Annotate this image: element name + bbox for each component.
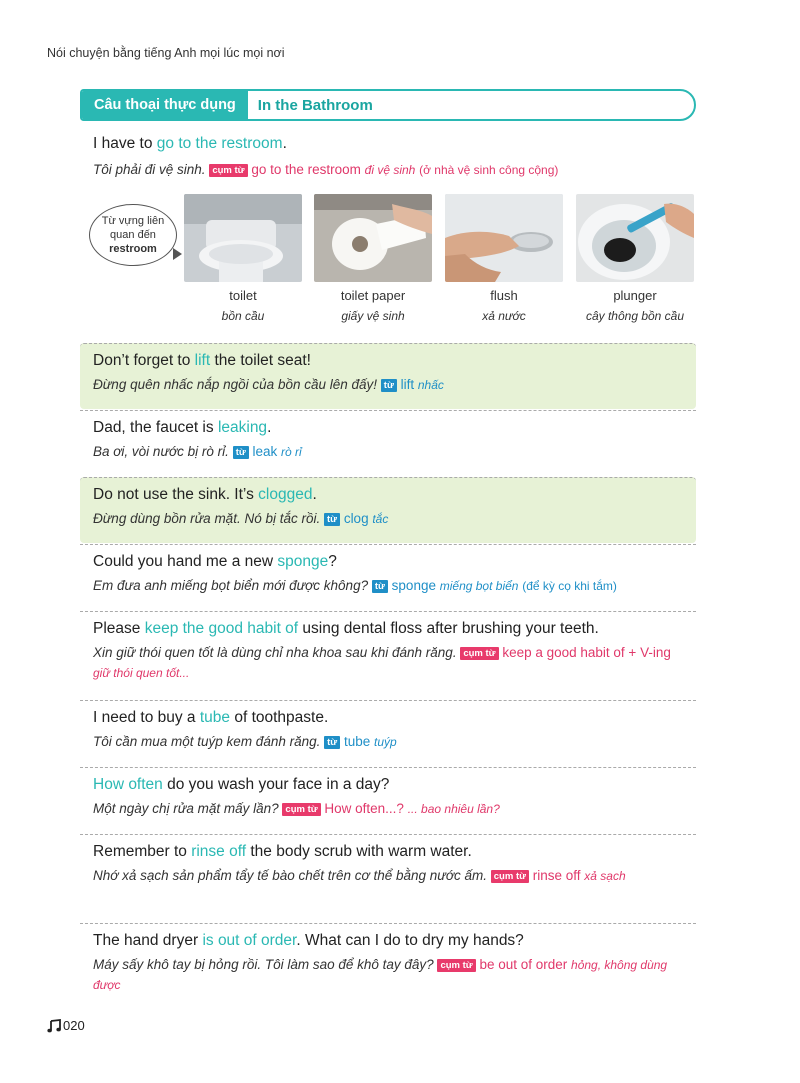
english-sentence xyxy=(93,931,683,951)
phrase-paren-note: (ở nhà vệ sinh công cộng) xyxy=(419,163,559,177)
english-text-end: . xyxy=(267,419,272,436)
english-sentence xyxy=(93,708,683,728)
word-note: leak xyxy=(252,444,278,459)
english-text: Don’t forget to xyxy=(93,352,195,369)
vietnamese-text: Tôi phải đi vệ sinh. xyxy=(93,162,206,177)
vietnamese-text: Đừng quên nhấc nắp ngồi của bồn cầu lên đấy! xyxy=(93,377,378,392)
phrase-note: How often...? xyxy=(324,801,404,816)
phrase-note: be out of order xyxy=(479,957,568,972)
vocab-en-toilet-paper: toilet paper xyxy=(340,288,406,303)
section-label: Câu thoại thực dụng xyxy=(82,91,248,119)
english-text-end: ? xyxy=(328,553,337,570)
vocab-en-plunger: plunger xyxy=(613,288,657,303)
english-sentence xyxy=(93,351,683,371)
highlighted-phrase: clogged xyxy=(258,486,313,503)
word-tag: từ xyxy=(324,513,340,526)
sentence-item xyxy=(80,410,696,476)
english-sentence xyxy=(93,485,683,505)
first-sentence-block xyxy=(93,134,703,180)
english-text-end: . xyxy=(282,135,287,152)
vietnamese-translation xyxy=(93,509,683,529)
phrase-tag: cụm từ xyxy=(282,803,320,816)
vietnamese-text: Máy sấy khô tay bị hỏng rồi. Tôi làm sao để khô tay đây? xyxy=(93,957,434,972)
word-note: sponge xyxy=(391,578,436,593)
vocabulary-row xyxy=(83,192,698,332)
english-sentence xyxy=(93,619,683,639)
vietnamese-text: Đừng dùng bồn rửa mặt. Nó bị tắc rồi. xyxy=(93,511,321,526)
vietnamese-translation xyxy=(93,799,683,819)
topic-title: In the Bathroom xyxy=(257,96,373,114)
vietnamese-text: Nhớ xả sạch sản phẩm tẩy tế bào chết trên cơ thể bằng nước ấm. xyxy=(93,868,487,883)
highlighted-phrase: lift xyxy=(194,352,211,369)
running-head: Nói chuyện bằng tiếng Anh mọi lúc mọi nơi xyxy=(47,46,285,60)
highlighted-phrase: keep the good habit of xyxy=(144,620,299,637)
section-title-bar xyxy=(80,89,696,121)
toilet-paper-photo xyxy=(314,194,432,282)
word-note: clog xyxy=(343,511,369,526)
phrase-note: keep a good habit of + V-ing xyxy=(502,645,671,660)
vietnamese-translation xyxy=(93,866,683,886)
highlighted-phrase: rinse off xyxy=(191,843,247,860)
sentence-item xyxy=(80,767,696,833)
highlighted-phrase: is out of order xyxy=(202,932,297,949)
phrase-tag: cụm từ xyxy=(491,870,529,883)
highlighted-phrase: How often xyxy=(93,776,163,793)
page-number xyxy=(47,1018,85,1033)
word-note: lift xyxy=(400,377,415,392)
phrase-note: rinse off xyxy=(532,868,581,883)
english-text: I need to buy a xyxy=(93,709,200,726)
speech-bubble xyxy=(89,204,177,266)
vietnamese-text: Em đưa anh miếng bọt biển mới được không? xyxy=(93,578,369,593)
english-text-end: do you wash your face in a day? xyxy=(162,776,390,793)
sentence-item xyxy=(80,923,696,1003)
phrase-tag: cụm từ xyxy=(209,164,247,177)
english-text-end: the toilet seat! xyxy=(210,352,311,369)
word-meaning: tắc xyxy=(372,512,389,526)
phrase-note: go to the restroom xyxy=(251,162,361,177)
english-text-end: . What can I do to dry my hands? xyxy=(296,932,524,949)
phrase-meaning: ... bao nhiêu lần? xyxy=(407,802,500,816)
word-meaning: nhấc xyxy=(417,378,444,392)
word-meaning: rò rỉ xyxy=(281,445,302,459)
phrase-meaning: giữ thói quen tốt... xyxy=(93,666,190,680)
sentence-item xyxy=(80,343,696,409)
english-text: I have to xyxy=(93,135,157,152)
audio-track-icon xyxy=(47,1019,61,1033)
english-sentence xyxy=(93,842,683,862)
highlighted-phrase: go to the restroom xyxy=(156,135,283,152)
english-text: Remember to xyxy=(93,843,192,860)
english-text: Please xyxy=(93,620,145,637)
word-meaning: miếng bọt biển xyxy=(439,579,519,593)
plunger-photo xyxy=(576,194,694,282)
vietnamese-text: Xin giữ thói quen tốt là dùng chỉ nha khoa sau khi đánh răng. xyxy=(93,645,457,660)
vietnamese-text: Tôi cần mua một tuýp kem đánh răng. xyxy=(93,734,321,749)
vietnamese-text: Một ngày chị rửa mặt mấy lần? xyxy=(93,801,279,816)
english-sentence xyxy=(93,552,683,572)
english-text-end: . xyxy=(312,486,317,503)
phrase-tag: cụm từ xyxy=(437,959,475,972)
vietnamese-text: Ba ơi, vòi nước bị rò rỉ. xyxy=(93,444,229,459)
sentence-item xyxy=(80,700,696,766)
sentence-item xyxy=(80,834,696,922)
highlighted-phrase: leaking xyxy=(217,419,268,436)
phrase-tag: cụm từ xyxy=(460,647,498,660)
word-note: tube xyxy=(343,734,371,749)
vietnamese-translation xyxy=(93,955,683,995)
english-text-end: using dental floss after brushing your teeth. xyxy=(298,620,599,637)
english-text: Do not use the sink. It’s xyxy=(93,486,259,503)
english-sentence xyxy=(93,134,703,154)
word-meaning: tuýp xyxy=(374,735,397,749)
english-text: Dad, the faucet is xyxy=(93,419,218,436)
vietnamese-translation xyxy=(93,375,683,395)
vocab-en-toilet: toilet xyxy=(229,288,257,303)
word-paren-note: (để kỳ cọ khi tắm) xyxy=(522,579,617,593)
word-tag: từ xyxy=(233,446,249,459)
toilet-photo xyxy=(184,194,302,282)
phrase-meaning: đi vệ sinh xyxy=(364,163,416,177)
bubble-tail xyxy=(173,248,182,260)
sentence-item xyxy=(80,544,696,610)
vocab-vi-toilet: bồn cầu xyxy=(221,309,265,323)
word-tag: từ xyxy=(324,736,340,749)
vocab-vi-toilet-paper: giấy vệ sinh xyxy=(341,309,405,323)
bubble-keyword: restroom xyxy=(109,243,157,255)
english-text-end: of toothpaste. xyxy=(230,709,329,726)
vietnamese-translation xyxy=(93,160,703,180)
highlighted-phrase: sponge xyxy=(277,553,329,570)
english-text: The hand dryer xyxy=(93,932,203,949)
vietnamese-translation xyxy=(93,576,683,596)
english-sentence xyxy=(93,775,683,795)
highlighted-phrase: tube xyxy=(199,709,231,726)
sentence-item xyxy=(80,477,696,543)
bubble-line: quan đến xyxy=(110,229,156,241)
vocab-vi-plunger: cây thông bồn cầu xyxy=(585,309,685,323)
vietnamese-translation xyxy=(93,442,683,462)
english-text: Could you hand me a new xyxy=(93,553,278,570)
english-sentence xyxy=(93,418,683,438)
bubble-line: Từ vựng liên xyxy=(101,215,165,227)
vietnamese-translation xyxy=(93,732,683,752)
vietnamese-translation xyxy=(93,643,683,683)
flush-photo xyxy=(445,194,563,282)
phrase-meaning: hỏng, không dùng được xyxy=(93,958,668,992)
english-text-end: the body scrub with warm water. xyxy=(246,843,472,860)
vocab-vi-flush: xả nước xyxy=(482,309,526,323)
sentence-item xyxy=(80,611,696,699)
vocab-en-flush: flush xyxy=(490,288,518,303)
page-number-text: 020 xyxy=(63,1018,85,1033)
word-tag: từ xyxy=(381,379,397,392)
phrase-meaning: xả sạch xyxy=(584,869,626,883)
word-tag: từ xyxy=(372,580,388,593)
